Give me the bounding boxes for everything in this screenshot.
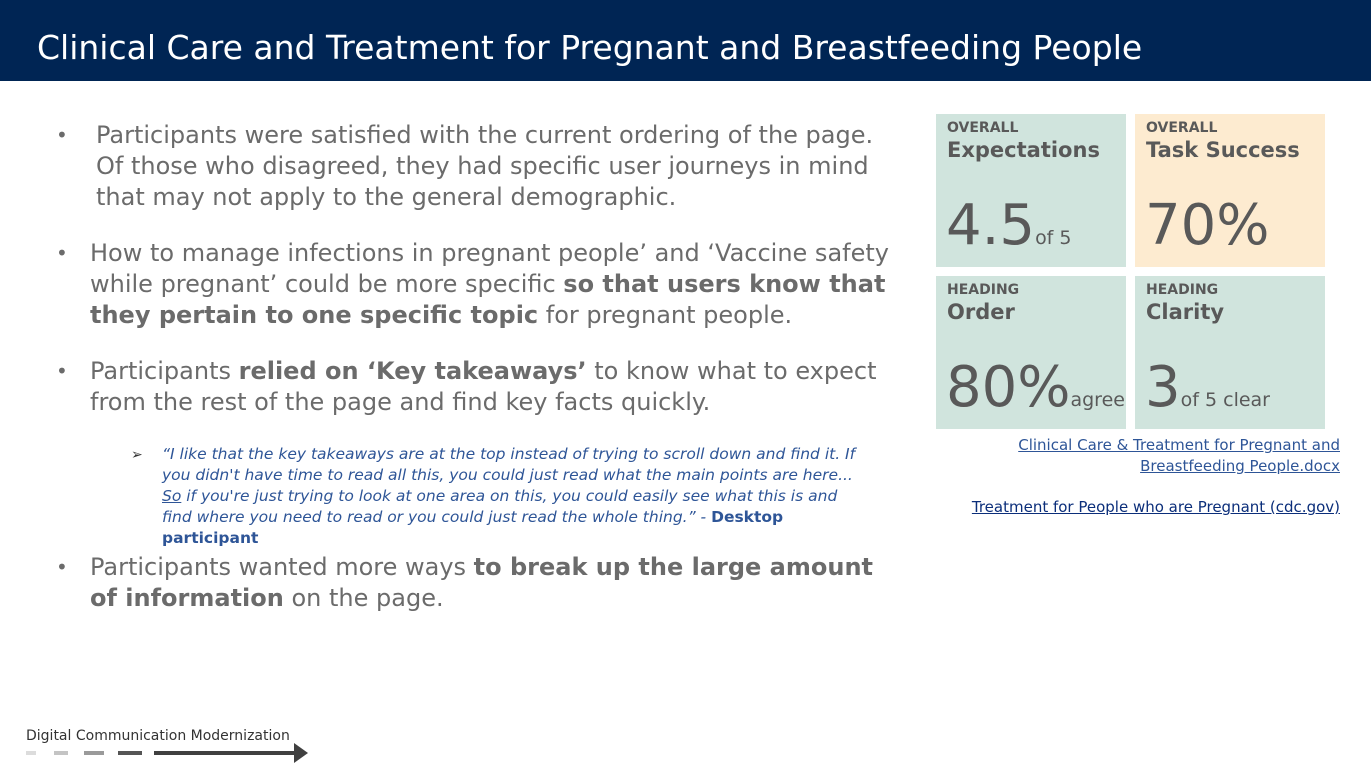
footer-label: Digital Communication Modernization — [26, 728, 290, 744]
quote-attribution: Desktop participant — [162, 508, 784, 547]
tile-kicker: HEADING — [1146, 282, 1219, 298]
metric-tile-expectations — [936, 114, 1126, 267]
bullet-text: Participants relied on ‘Key takeaways’ to know what to expect from the rest of the page and find key facts quickly. — [90, 357, 877, 416]
bullet-dot: • — [56, 123, 68, 147]
reference-links — [940, 435, 1340, 518]
title-bar — [0, 0, 1371, 81]
metric-tile-clarity — [1135, 276, 1325, 429]
page-title: Clinical Care and Treatment for Pregnant and Breastfeeding People — [37, 28, 1143, 67]
cdc-link[interactable]: Treatment for People who are Pregnant (cdc.gov) — [971, 498, 1340, 516]
arrow-bullet-icon: ➢ — [131, 447, 143, 463]
tile-heading: Clarity — [1146, 300, 1225, 324]
tile-heading: Task Success — [1146, 138, 1300, 162]
progress-arrow-icon — [26, 742, 316, 766]
bullet-text: How to manage infections in pregnant people’ and ‘Vaccine safety while pregnant’ could be more specific so that users know that they pertain to one specific topic for pregnant people. — [90, 239, 889, 329]
bullet-dot: • — [56, 359, 68, 383]
doc-link[interactable]: Clinical Care & Treatment for Pregnant and Breastfeeding People.docx — [1018, 436, 1340, 475]
tile-value: 80%agree — [946, 355, 1125, 420]
bullet-text: Participants were satisfied with the current ordering of the page. Of those who disagreed, they had specific user journeys in mind that may not apply to the general demographic. — [96, 121, 874, 211]
tile-heading: Expectations — [947, 138, 1100, 162]
tile-value: 70% — [1145, 193, 1270, 258]
tile-kicker: OVERALL — [1146, 120, 1218, 136]
metric-tile-order — [936, 276, 1126, 429]
tile-kicker: OVERALL — [947, 120, 1019, 136]
bullet-text: Participants wanted more ways to break up the large amount of information on the page. — [90, 553, 874, 612]
bullet-dot: • — [56, 555, 68, 579]
tile-heading: Order — [947, 300, 1015, 324]
quote-text: “I like that the key takeaways are at the top instead of trying to scroll down and find it. If you didn't have time to read all this, you could just read what the main points are here... So if you're just trying to look at one area on this, you could easily see what this is and find where you need to read or you could just read the whole thing.” - Desktop participant — [162, 445, 856, 547]
tile-kicker: HEADING — [947, 282, 1020, 298]
bullet-dot: • — [56, 241, 68, 265]
tile-value: 3of 5 clear — [1145, 355, 1270, 420]
metric-tile-task-success — [1135, 114, 1325, 267]
tile-value: 4.5of 5 — [946, 193, 1072, 258]
